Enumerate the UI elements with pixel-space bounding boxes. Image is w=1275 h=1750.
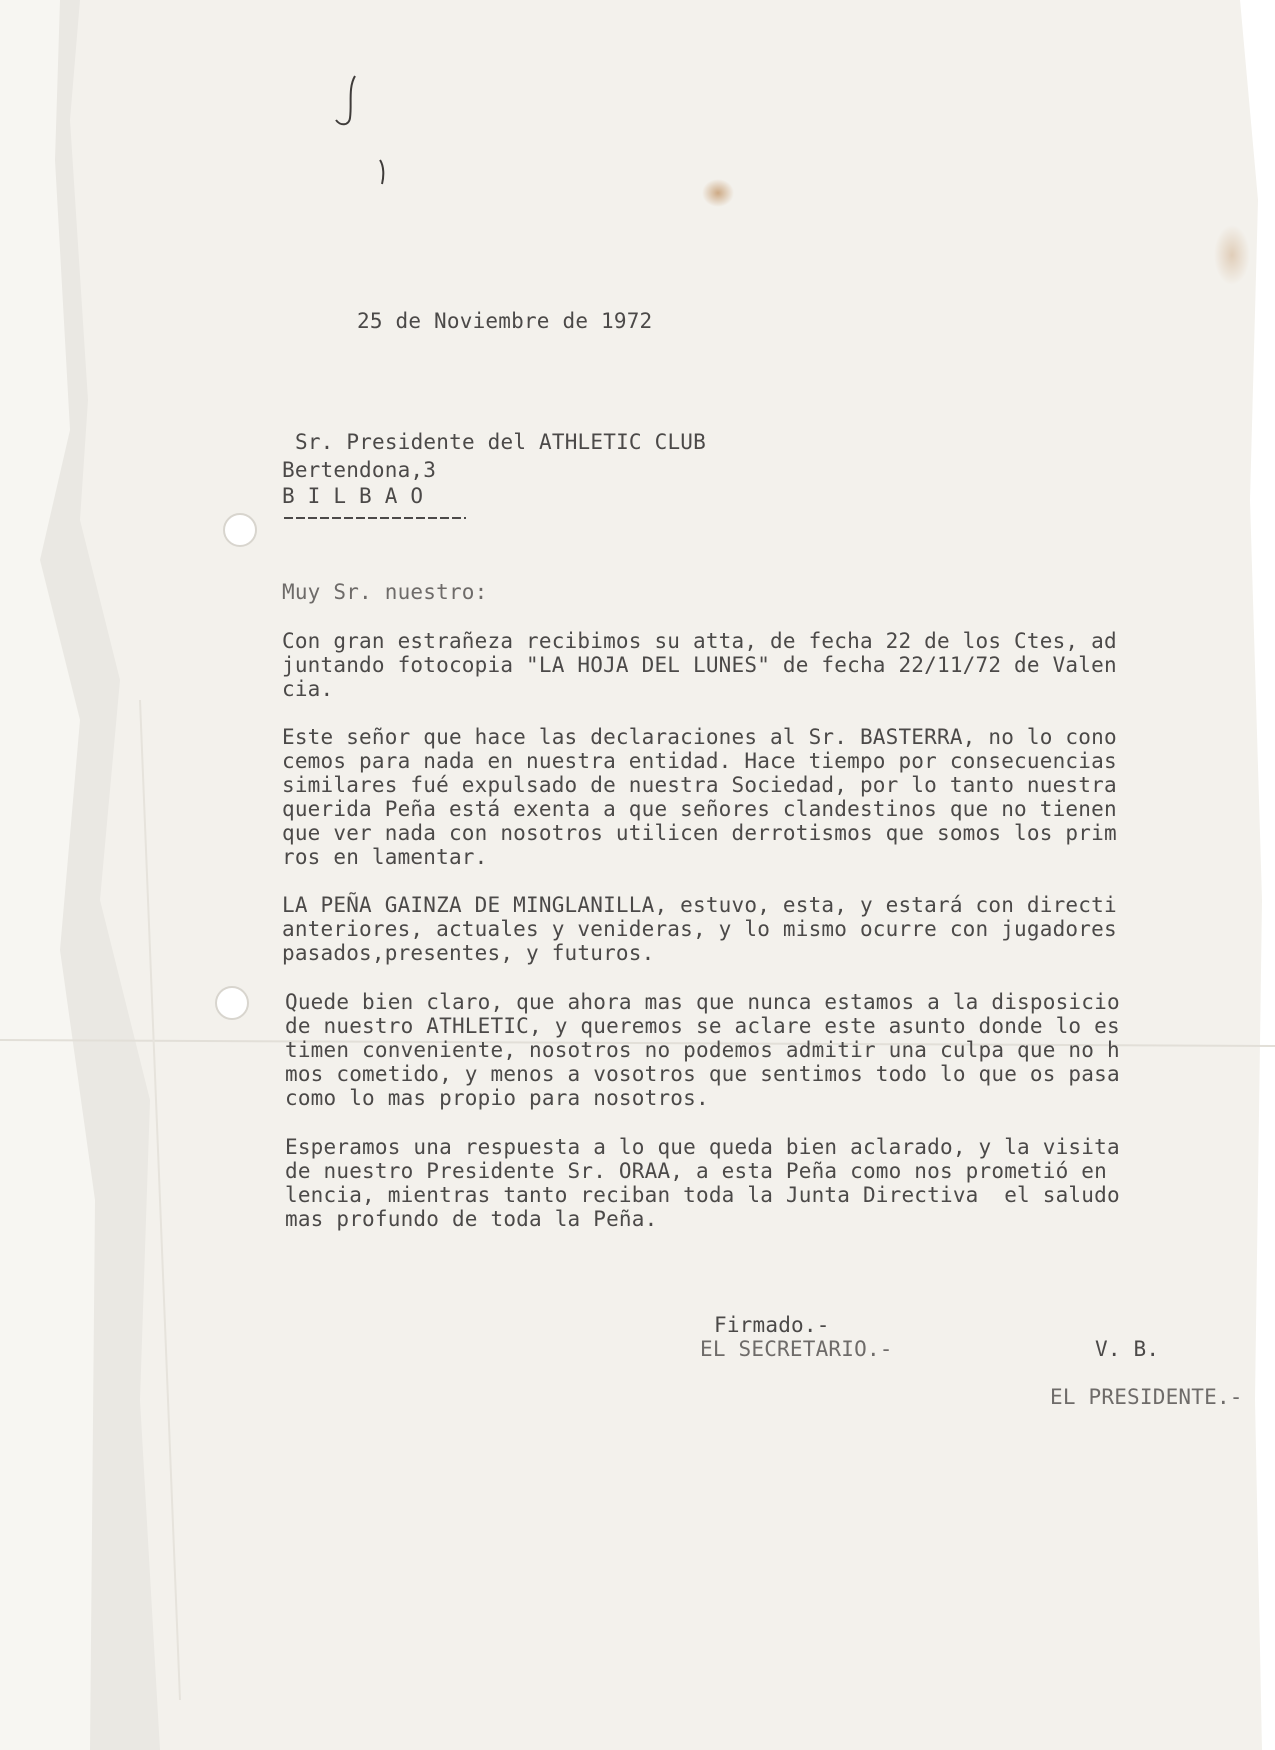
body-line: Este señor que hace las declaraciones al Sr. BASTERRA, no lo cono — [282, 725, 1117, 749]
body-line: pasados,presentes, y futuros. — [282, 941, 655, 965]
vb-label: V. B. — [1095, 1337, 1160, 1361]
punch-hole — [224, 514, 256, 546]
body-line: como lo mas propio para nosotros. — [285, 1086, 709, 1110]
stain-mark — [1214, 225, 1250, 285]
signed-label: Firmado.- — [714, 1313, 830, 1337]
salutation: Muy Sr. nuestro: — [282, 580, 488, 604]
address-line: Sr. Presidente del ATHLETIC CLUB — [295, 430, 706, 454]
body-line: mos cometido, y menos a vosotros que sentimos todo lo que os pasa — [285, 1062, 1120, 1086]
body-line: mas profundo de toda la Peña. — [285, 1207, 658, 1231]
body-line: ros en lamentar. — [282, 845, 488, 869]
body-line: LA PEÑA GAINZA DE MINGLANILLA, estuvo, esta, y estará con directi — [282, 893, 1117, 917]
stain-mark — [702, 179, 734, 207]
body-line: similares fué expulsado de nuestra Sociedad, por lo tanto nuestra — [282, 773, 1117, 797]
body-line: de nuestro Presidente Sr. ORAA, a esta Peña como nos prometió en — [285, 1159, 1107, 1183]
body-line: timen conveniente, nosotros no podemos admitir una culpa que no h — [285, 1038, 1120, 1062]
body-line: querida Peña está exenta a que señores clandestinos que no tienen — [282, 797, 1117, 821]
address-line: Bertendona,3 — [282, 458, 437, 482]
body-line: lencia, mientras tanto reciban toda la Junta Directiva el saludo — [285, 1183, 1120, 1207]
body-line: Con gran estrañeza recibimos su atta, de fecha 22 de los Ctes, ad — [282, 629, 1117, 653]
president-label: EL PRESIDENTE.- — [1050, 1385, 1243, 1409]
letter-date: 25 de Noviembre de 1972 — [357, 309, 653, 333]
body-line: cia. — [282, 677, 334, 701]
body-line: Quede bien claro, que ahora mas que nunca estamos a la disposicio — [285, 990, 1120, 1014]
body-line: cemos para nada en nuestra entidad. Hace tiempo por consecuencias — [282, 749, 1117, 773]
body-line: de nuestro ATHLETIC, y queremos se aclare este asunto donde lo es — [285, 1014, 1120, 1038]
punch-hole — [216, 987, 248, 1019]
pen-mark — [336, 76, 355, 124]
body-line: juntando fotocopia "LA HOJA DEL LUNES" de fecha 22/11/72 de Valen — [282, 653, 1117, 677]
body-line: Esperamos una respuesta a lo que queda bien aclarado, y la visita — [285, 1135, 1120, 1159]
address-line: B I L B A O — [282, 484, 424, 508]
body-line: que ver nada con nosotros utilicen derrotismos que somos los prim — [282, 821, 1117, 845]
secretary-label: EL SECRETARIO.- — [700, 1337, 893, 1361]
pen-mark — [380, 160, 383, 184]
body-line: anteriores, actuales y venideras, y lo mismo ocurre con jugadores — [282, 917, 1117, 941]
